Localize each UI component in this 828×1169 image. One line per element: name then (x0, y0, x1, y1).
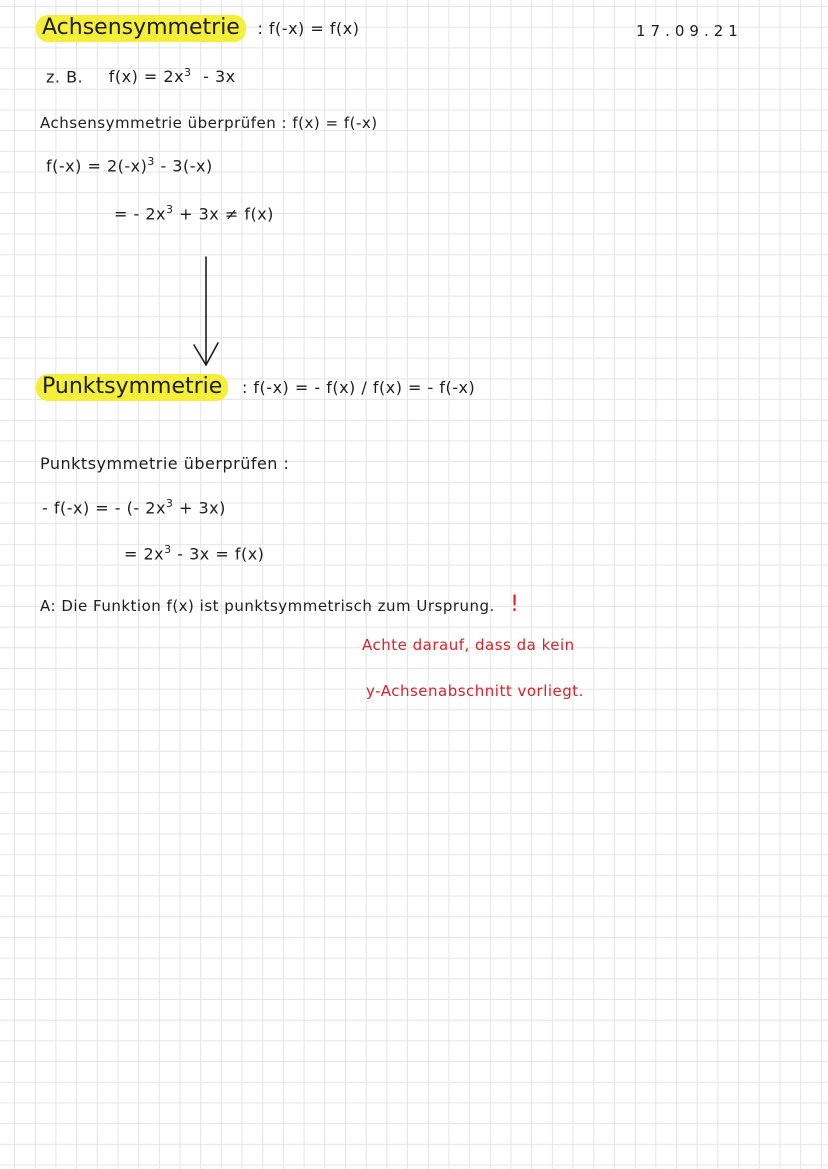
note-line-2: y-Achsenabschnitt vorliegt. (366, 682, 584, 700)
example-tail: - 3x (203, 67, 236, 87)
check-line-achsensymmetrie: Achsensymmetrie überprüfen : f(x) = f(-x) (40, 114, 378, 132)
answer-text: A: Die Funktion f(x) ist punktsymmetrisch zum Ursprung. (40, 597, 495, 615)
example-label: z. B. (46, 67, 84, 87)
example-exp: 3 (184, 66, 192, 79)
step1-tail: - 3(-x) (160, 156, 213, 176)
step1-tail: + 3x) (179, 498, 226, 518)
step1-base: f(-x) = 2(-x) (46, 156, 148, 176)
step2-tail: - 3x = f(x) (177, 544, 265, 564)
heading-punktsymmetrie: Punktsymmetrie (36, 374, 228, 401)
check-line-punktsymmetrie: Punktsymmetrie überprüfen : (40, 454, 290, 473)
step1-exp: 3 (147, 155, 155, 168)
step2-base: = 2x (124, 544, 165, 564)
answer-line (40, 592, 519, 617)
step2-base: = - 2x (114, 204, 166, 224)
step2-tail: + 3x ≠ f(x) (179, 204, 274, 224)
date: 17.09.21 (636, 22, 743, 40)
example-line (46, 66, 236, 86)
step2-achsensymmetrie (114, 203, 274, 223)
heading-row-punktsymmetrie (36, 374, 475, 401)
step2-exp: 3 (166, 203, 174, 216)
example-base: f(x) = 2x (108, 67, 185, 87)
exclamation-mark: ! (510, 592, 520, 617)
step2-punktsymmetrie (124, 543, 264, 563)
heading-achsensymmetrie: Achsensymmetrie (36, 15, 246, 42)
definition-achsensymmetrie: : f(-x) = f(x) (257, 19, 360, 38)
step1-achsensymmetrie (46, 155, 213, 175)
note-line-1: Achte darauf, dass da kein (362, 636, 575, 654)
step1-punktsymmetrie (42, 497, 226, 517)
down-arrow-icon (191, 255, 221, 370)
definition-punktsymmetrie: : f(-x) = - f(x) / f(x) = - f(-x) (241, 378, 476, 397)
heading-row-achsensymmetrie (36, 15, 359, 42)
step1-base: - f(-x) = - (- 2x (42, 498, 166, 518)
step1-exp: 3 (165, 497, 174, 510)
step2-exp: 3 (164, 543, 172, 556)
